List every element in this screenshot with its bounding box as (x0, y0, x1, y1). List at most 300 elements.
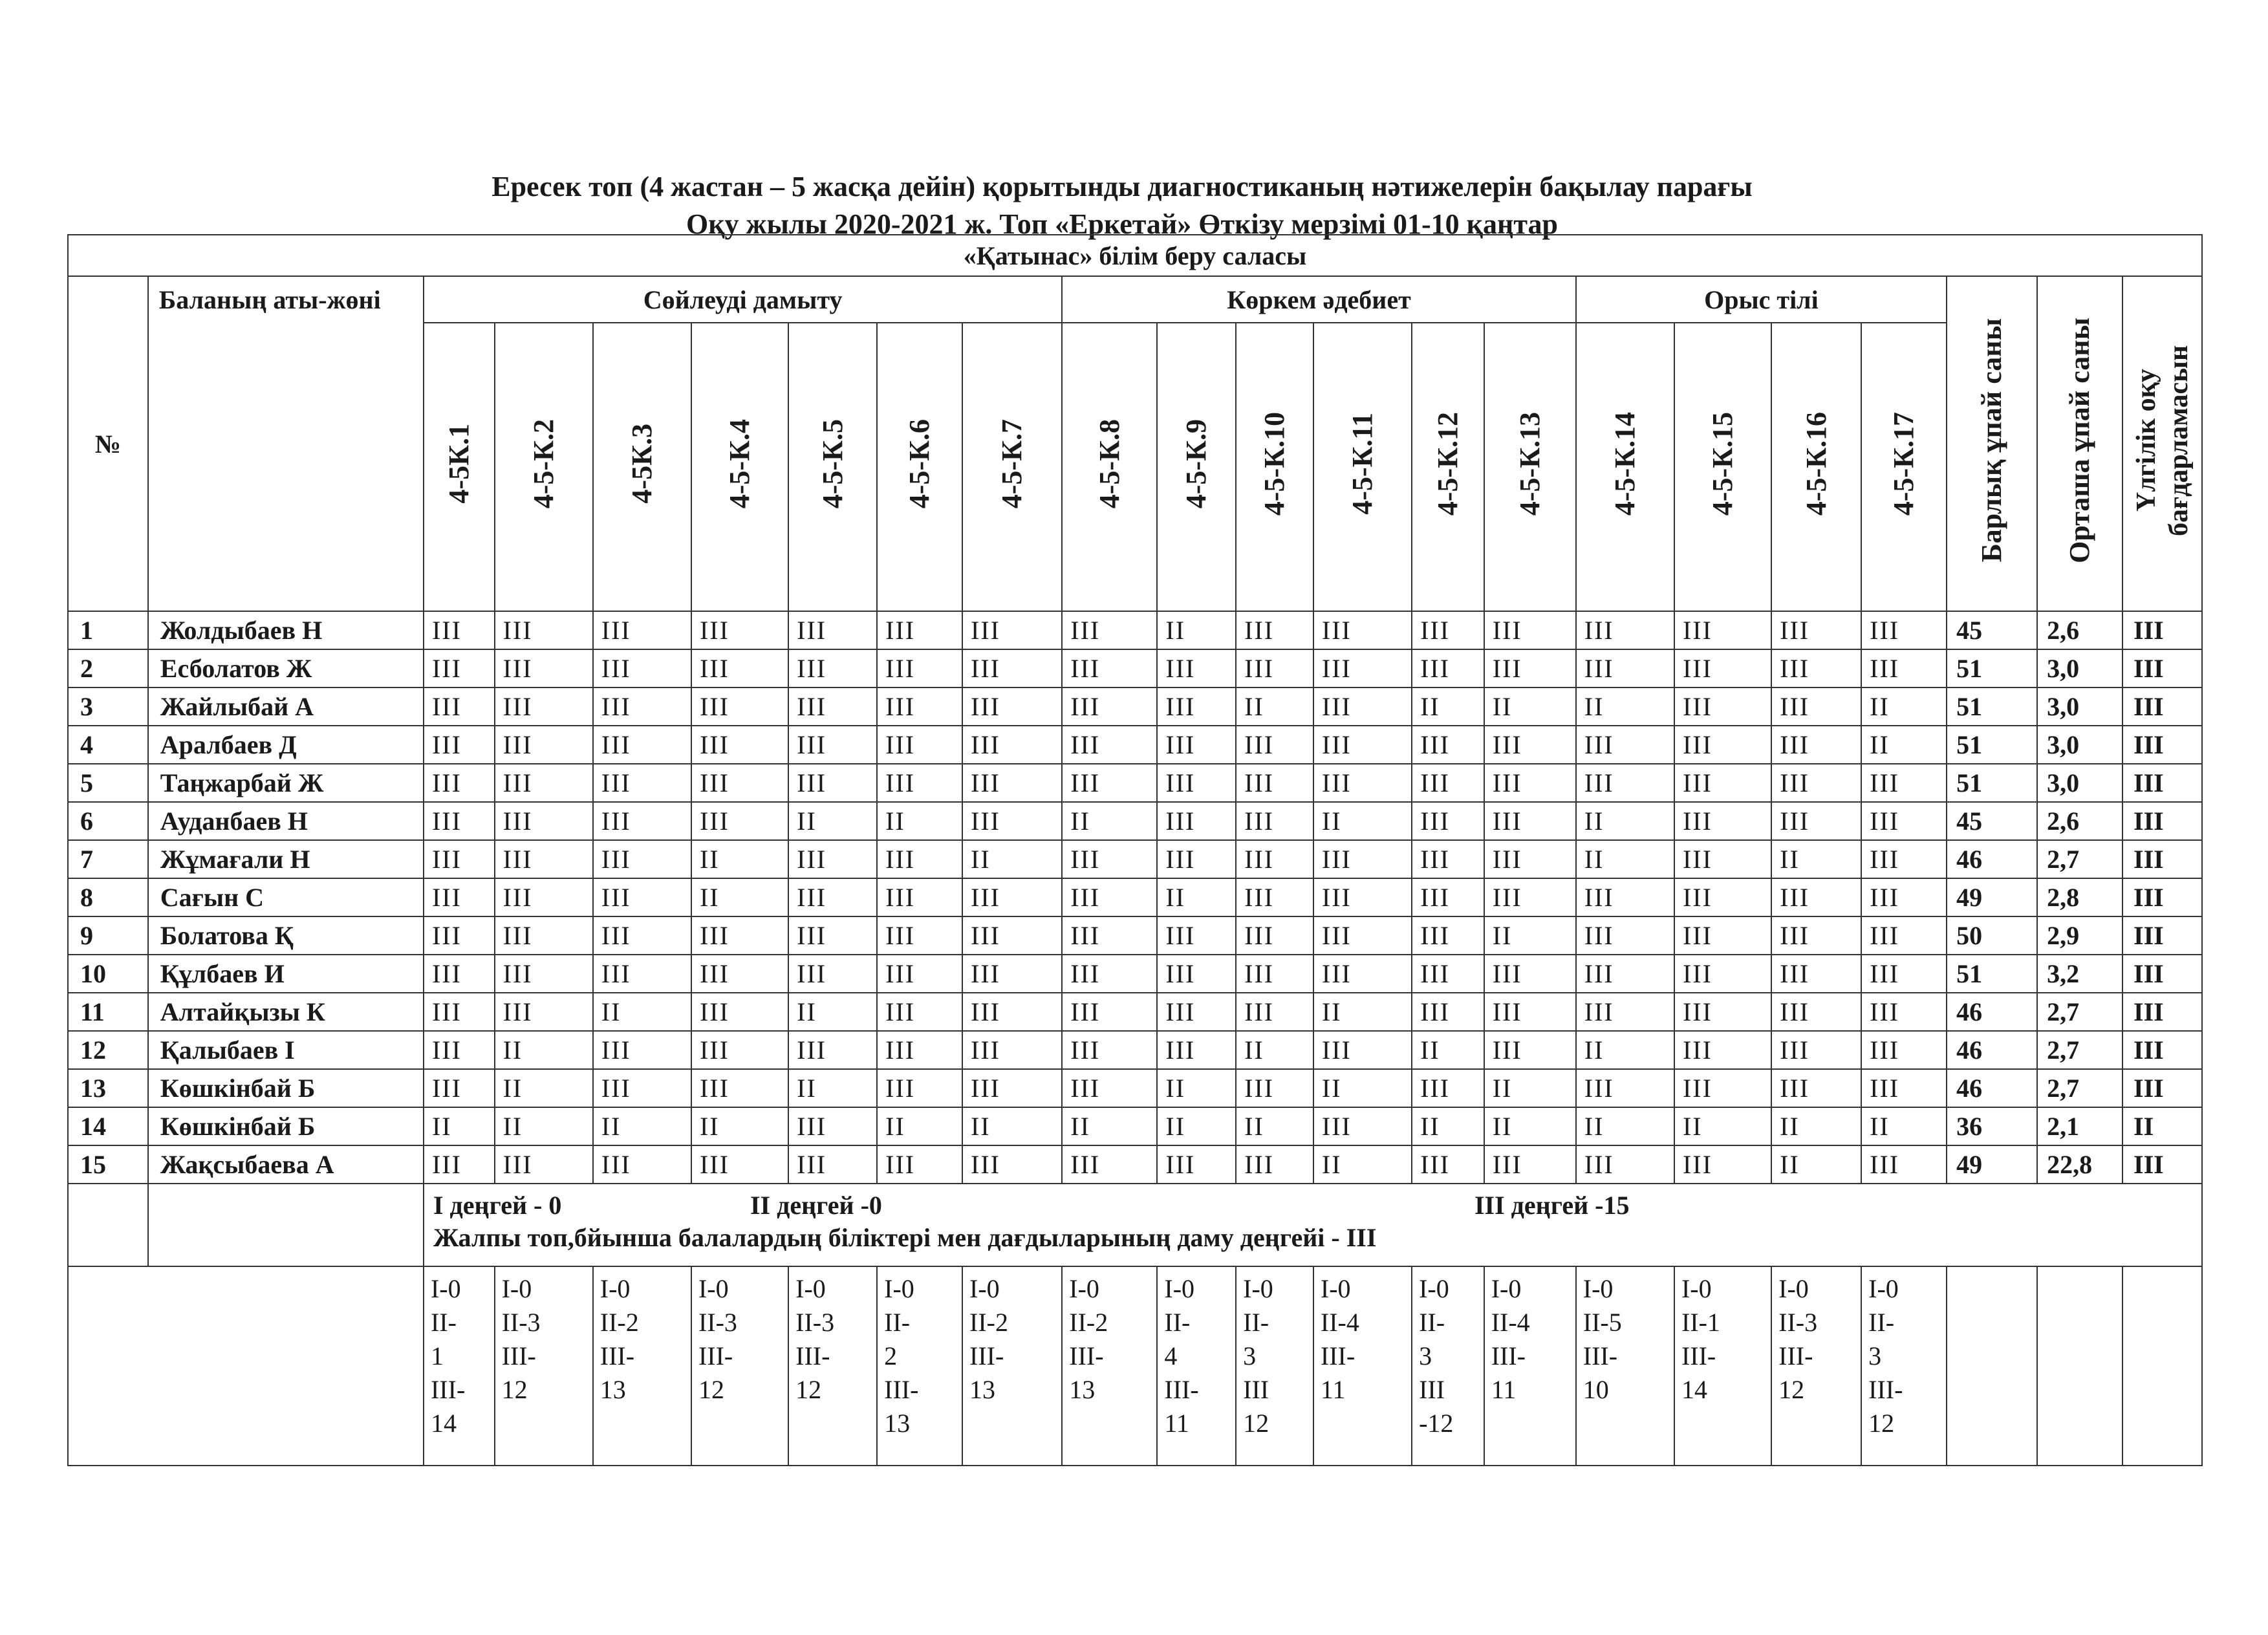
child-name: Көшкінбай Б (148, 1069, 424, 1107)
table-row (68, 726, 2202, 764)
level-cell: III (1771, 764, 1861, 802)
level-cell: III (1412, 726, 1484, 764)
level-cell: III (424, 611, 495, 649)
level-cell: III (1313, 726, 1412, 764)
level-cell: III (1412, 649, 1484, 688)
level-cell: III (788, 1145, 877, 1184)
level-cell: III (1412, 840, 1484, 878)
program-result: III (2122, 916, 2202, 955)
level-cell: III (1861, 1145, 1947, 1184)
level-count-cell: I-0 II- 3 III- 12 (1861, 1266, 1947, 1466)
level-1-count: І деңгей - 0 (433, 1191, 562, 1220)
table-row (68, 688, 2202, 726)
criterion-header: 4-5-К.5 (788, 323, 877, 611)
level-3-count: ІІІ деңгей -15 (1474, 1191, 1630, 1220)
level-cell: III (1412, 802, 1484, 840)
level-cell: III (1861, 840, 1947, 878)
level-cell: II (1157, 1069, 1236, 1107)
level-cell: II (495, 1031, 593, 1069)
level-cell: II (1313, 1069, 1412, 1107)
average-score: 3,0 (2037, 726, 2122, 764)
level-cell: III (593, 1145, 691, 1184)
level-cell: II (495, 1107, 593, 1145)
criterion-header: 4-5-К.14 (1576, 323, 1674, 611)
level-cell: III (1062, 1031, 1157, 1069)
child-name: Жұмағали Н (148, 840, 424, 878)
level-cell: III (1674, 916, 1771, 955)
total-score: 46 (1947, 1069, 2037, 1107)
level-cell: II (1236, 688, 1313, 726)
program-result: III (2122, 1069, 2202, 1107)
level-cell: III (1412, 764, 1484, 802)
level-cell: III (788, 878, 877, 916)
row-number: 1 (68, 611, 148, 649)
level-cell: III (962, 1031, 1062, 1069)
level-cell: II (1062, 802, 1157, 840)
level-cell: III (877, 1031, 962, 1069)
counts-empty (68, 1266, 424, 1466)
level-cell: III (1412, 1069, 1484, 1107)
table-row (68, 1145, 2202, 1184)
table-row (68, 993, 2202, 1031)
criterion-header: 4-5-К.9 (1157, 323, 1236, 611)
level-cell: II (1861, 726, 1947, 764)
level-cell: III (1484, 726, 1576, 764)
criterion-header: 4-5К.3 (593, 323, 691, 611)
total-score: 36 (1947, 1107, 2037, 1145)
level-cell: II (1771, 1107, 1861, 1145)
level-cell: III (1062, 993, 1157, 1031)
criterion-header: 4-5-К.12 (1412, 323, 1484, 611)
level-cell: III (1236, 649, 1313, 688)
title-line-1: Ересек топ (4 жастан – 5 жасқа дейін) қорытынды диагностиканың нәтижелерін бақылау парағы (491, 171, 1753, 202)
level-cell: III (1313, 916, 1412, 955)
level-cell: III (593, 726, 691, 764)
level-cell: III (1062, 955, 1157, 993)
level-cell: III (1062, 611, 1157, 649)
level-count-cell: I-0 II-3 III- 12 (495, 1266, 593, 1466)
results-table (67, 234, 2203, 1466)
level-cell: III (1236, 1145, 1313, 1184)
level-cell: III (962, 993, 1062, 1031)
level-cell: III (1236, 993, 1313, 1031)
level-cell: II (788, 802, 877, 840)
level-cell: III (1062, 1069, 1157, 1107)
level-cell: III (877, 1145, 962, 1184)
level-cell: II (1771, 1145, 1861, 1184)
level-cell: III (1157, 1145, 1236, 1184)
level-cell: III (691, 1069, 788, 1107)
level-cell: III (1157, 688, 1236, 726)
level-cell: III (424, 1145, 495, 1184)
level-cell: II (1412, 1031, 1484, 1069)
level-cell: III (593, 1069, 691, 1107)
average-score: 2,6 (2037, 611, 2122, 649)
level-cell: III (1157, 916, 1236, 955)
level-cell: III (1861, 955, 1947, 993)
level-cell: III (1062, 1145, 1157, 1184)
level-cell: III (1576, 955, 1674, 993)
level-cell: III (1771, 688, 1861, 726)
level-cell: III (1771, 611, 1861, 649)
program-result: III (2122, 611, 2202, 649)
level-cell: III (788, 955, 877, 993)
level-cell: III (495, 764, 593, 802)
level-count-cell: I-0 II- 1 III- 14 (424, 1266, 495, 1466)
program-result: III (2122, 802, 2202, 840)
average-score: 3,0 (2037, 649, 2122, 688)
level-cell: III (1771, 1031, 1861, 1069)
level-cell: III (1861, 1031, 1947, 1069)
level-cell: III (1412, 993, 1484, 1031)
table-row (68, 1031, 2202, 1069)
level-count-cell: I-0 II-5 III- 10 (1576, 1266, 1674, 1466)
row-number: 2 (68, 649, 148, 688)
level-cell: III (1484, 1145, 1576, 1184)
child-name: Жайлыбай А (148, 688, 424, 726)
level-cell: II (495, 1069, 593, 1107)
level-cell: III (424, 916, 495, 955)
level-cell: III (1771, 916, 1861, 955)
level-cell: III (495, 993, 593, 1031)
level-cell: III (1771, 955, 1861, 993)
level-cell: III (1236, 878, 1313, 916)
level-cell: III (788, 611, 877, 649)
level-cell: III (593, 764, 691, 802)
table-row (68, 611, 2202, 649)
program-result-header: Үлгілік оқу бағдарламасын (2122, 276, 2202, 611)
level-cell: III (1861, 764, 1947, 802)
level-cell: III (1674, 993, 1771, 1031)
level-cell: III (424, 649, 495, 688)
criterion-header: 4-5-К.7 (962, 323, 1062, 611)
level-cell: III (1157, 764, 1236, 802)
level-cell: III (962, 1145, 1062, 1184)
row-number: 9 (68, 916, 148, 955)
total-score: 45 (1947, 611, 2037, 649)
level-cell: II (788, 1069, 877, 1107)
level-cell: II (1313, 1145, 1412, 1184)
counts-row (68, 1266, 2202, 1466)
level-cell: III (1861, 649, 1947, 688)
level-count-cell: I-0 II-2 III- 13 (1062, 1266, 1157, 1466)
level-cell: III (1771, 878, 1861, 916)
level-cell: III (1157, 993, 1236, 1031)
level-count-cell: I-0 II- 3 III 12 (1236, 1266, 1313, 1466)
level-cell: III (1576, 1069, 1674, 1107)
total-score: 51 (1947, 688, 2037, 726)
level-cell: III (593, 878, 691, 916)
criterion-header: 4-5-К.15 (1674, 323, 1771, 611)
level-cell: III (593, 611, 691, 649)
total-score-header: Барлық ұпай саны (1947, 276, 2037, 611)
level-cell: II (1313, 993, 1412, 1031)
level-cell: III (1674, 611, 1771, 649)
level-cell: III (962, 726, 1062, 764)
level-cell: III (962, 878, 1062, 916)
average-score-header: Орташа ұпай саны (2037, 276, 2122, 611)
average-score: 3,0 (2037, 688, 2122, 726)
level-cell: III (1484, 802, 1576, 840)
level-summary-line (433, 1189, 2192, 1222)
total-score: 50 (1947, 916, 2037, 955)
level-cell: III (424, 1069, 495, 1107)
criterion-header: 4-5-К.4 (691, 323, 788, 611)
level-cell: III (593, 1031, 691, 1069)
level-cell: III (1412, 611, 1484, 649)
level-cell: III (1771, 802, 1861, 840)
level-cell: II (1576, 840, 1674, 878)
level-cell: III (1674, 1069, 1771, 1107)
level-cell: III (495, 1145, 593, 1184)
table-row (68, 916, 2202, 955)
level-cell: III (1412, 916, 1484, 955)
level-cell: II (691, 1107, 788, 1145)
level-cell: II (691, 840, 788, 878)
level-cell: III (1771, 649, 1861, 688)
level-cell: III (1576, 726, 1674, 764)
level-cell: III (1313, 955, 1412, 993)
table-row (68, 764, 2202, 802)
level-cell: III (1484, 955, 1576, 993)
level-cell: III (424, 726, 495, 764)
level-cell: III (1861, 916, 1947, 955)
level-cell: II (1674, 1107, 1771, 1145)
level-cell: III (593, 840, 691, 878)
level-cell: III (1484, 993, 1576, 1031)
level-cell: III (1236, 726, 1313, 764)
total-score: 45 (1947, 802, 2037, 840)
level-cell: III (593, 649, 691, 688)
level-cell: II (1576, 1031, 1674, 1069)
level-cell: III (495, 916, 593, 955)
level-cell: III (495, 955, 593, 993)
table-row (68, 878, 2202, 916)
level-cell: II (962, 1107, 1062, 1145)
level-cell: III (1861, 1069, 1947, 1107)
level-cell: III (1157, 649, 1236, 688)
child-name: Есболатов Ж (148, 649, 424, 688)
number-header: № (68, 276, 148, 611)
level-cell: II (1313, 802, 1412, 840)
program-result: III (2122, 993, 2202, 1031)
level-cell: III (962, 916, 1062, 955)
level-count-cell: I-0 II-3 III- 12 (691, 1266, 788, 1466)
level-cell: III (691, 764, 788, 802)
level-cell: III (1157, 1031, 1236, 1069)
level-cell: III (424, 688, 495, 726)
child-name: Аралбаев Д (148, 726, 424, 764)
average-score: 2,7 (2037, 1069, 2122, 1107)
level-cell: II (1484, 1107, 1576, 1145)
level-cell: III (1412, 878, 1484, 916)
program-result: III (2122, 764, 2202, 802)
level-cell: III (1236, 955, 1313, 993)
level-cell: III (1062, 726, 1157, 764)
page-title (0, 168, 2244, 243)
program-result: III (2122, 726, 2202, 764)
row-number: 3 (68, 688, 148, 726)
group-literature: Көркем әдебиет (1062, 276, 1576, 323)
level-cell: III (424, 1031, 495, 1069)
level-cell: III (1484, 1031, 1576, 1069)
total-score: 46 (1947, 840, 2037, 878)
level-cell: III (962, 764, 1062, 802)
level-cell: II (1157, 878, 1236, 916)
level-cell: II (877, 802, 962, 840)
level-cell: III (424, 802, 495, 840)
total-score: 49 (1947, 878, 2037, 916)
total-score: 51 (1947, 649, 2037, 688)
level-cell: II (788, 993, 877, 1031)
level-cell: III (495, 840, 593, 878)
level-cell: III (1771, 726, 1861, 764)
level-cell: III (593, 955, 691, 993)
level-cell: III (962, 802, 1062, 840)
level-cell: III (1157, 802, 1236, 840)
child-name: Құлбаев И (148, 955, 424, 993)
level-count-cell: I-0 II-3 III- 12 (1771, 1266, 1861, 1466)
level-count-cell: I-0 II- 4 III- 11 (1157, 1266, 1236, 1466)
level-cell: III (495, 802, 593, 840)
level-cell: III (1236, 611, 1313, 649)
table-row (68, 802, 2202, 840)
level-cell: III (788, 649, 877, 688)
level-cell: III (877, 840, 962, 878)
level-cell: III (962, 649, 1062, 688)
title-line-2: Оқу жылы 2020-2021 ж. Топ «Еркетай» Өткізу мерзімі 01-10 қаңтар (686, 208, 1558, 240)
level-cell: III (1861, 611, 1947, 649)
level-cell: III (495, 611, 593, 649)
summary-row (68, 1184, 2202, 1266)
total-score: 46 (1947, 993, 2037, 1031)
level-cell: III (495, 726, 593, 764)
level-cell: II (962, 840, 1062, 878)
level-cell: III (1576, 764, 1674, 802)
level-cell: III (1313, 878, 1412, 916)
level-cell: III (877, 916, 962, 955)
level-cell: III (691, 916, 788, 955)
level-count-cell: I-0 II-2 III- 13 (593, 1266, 691, 1466)
child-name: Жақсыбаева А (148, 1145, 424, 1184)
program-result: III (2122, 688, 2202, 726)
table-row (68, 1069, 2202, 1107)
total-score: 51 (1947, 955, 2037, 993)
level-cell: III (877, 611, 962, 649)
level-cell: III (1674, 649, 1771, 688)
level-cell: III (1484, 649, 1576, 688)
child-name: Жолдыбаев Н (148, 611, 424, 649)
level-cell: III (1576, 878, 1674, 916)
level-cell: III (1484, 840, 1576, 878)
level-cell: III (877, 649, 962, 688)
level-cell: II (593, 993, 691, 1031)
program-result: III (2122, 649, 2202, 688)
level-cell: II (1861, 1107, 1947, 1145)
average-score: 22,8 (2037, 1145, 2122, 1184)
level-count-cell: I-0 II-3 III- 12 (788, 1266, 877, 1466)
program-result: III (2122, 955, 2202, 993)
level-cell: III (1861, 878, 1947, 916)
level-cell: II (1236, 1107, 1313, 1145)
level-cell: III (691, 955, 788, 993)
child-name: Таңжарбай Ж (148, 764, 424, 802)
level-cell: III (691, 802, 788, 840)
row-number: 11 (68, 993, 148, 1031)
level-cell: III (1674, 802, 1771, 840)
level-cell: III (691, 611, 788, 649)
group-russian-language: Орыс тілі (1576, 276, 1947, 323)
level-cell: III (1861, 802, 1947, 840)
level-cell: III (877, 764, 962, 802)
education-area-title: «Қатынас» білім беру саласы (68, 235, 2202, 276)
level-cell: II (691, 878, 788, 916)
level-cell: III (1062, 878, 1157, 916)
level-cell: III (1313, 1107, 1412, 1145)
level-cell: III (424, 840, 495, 878)
level-cell: III (1062, 649, 1157, 688)
level-cell: II (1576, 1107, 1674, 1145)
level-cell: III (1062, 916, 1157, 955)
level-cell: III (1157, 726, 1236, 764)
level-cell: III (691, 1031, 788, 1069)
level-cell: III (877, 1069, 962, 1107)
level-cell: III (1062, 764, 1157, 802)
total-score: 51 (1947, 726, 2037, 764)
level-cell: III (1674, 955, 1771, 993)
level-cell: III (1313, 649, 1412, 688)
table-row (68, 955, 2202, 993)
level-cell: III (962, 1069, 1062, 1107)
level-cell: III (1062, 688, 1157, 726)
average-score: 2,8 (2037, 878, 2122, 916)
level-cell: III (877, 993, 962, 1031)
level-cell: III (788, 1107, 877, 1145)
overall-level-line: Жалпы топ,бйынша балалардың біліктері мен дағдыларының даму деңгейі - ІІІ (433, 1223, 1377, 1252)
level-cell: III (788, 916, 877, 955)
table-row (68, 1107, 2202, 1145)
level-cell: III (1674, 1145, 1771, 1184)
level-cell: III (1484, 764, 1576, 802)
level-cell: III (495, 878, 593, 916)
total-score: 49 (1947, 1145, 2037, 1184)
level-count-cell: I-0 II-2 III- 13 (962, 1266, 1062, 1466)
average-score: 2,6 (2037, 802, 2122, 840)
group-speech-development: Сөйлеуді дамыту (424, 276, 1062, 323)
level-cell: III (424, 878, 495, 916)
level-cell: II (1771, 840, 1861, 878)
level-cell: III (1236, 764, 1313, 802)
level-cell: III (877, 955, 962, 993)
summary-empty-name (148, 1184, 424, 1266)
average-score: 2,9 (2037, 916, 2122, 955)
level-count-cell: I-0 II- 3 III -12 (1412, 1266, 1484, 1466)
level-cell: III (1674, 840, 1771, 878)
level-cell: III (1674, 688, 1771, 726)
level-cell: II (1062, 1107, 1157, 1145)
level-cell: III (691, 688, 788, 726)
level-cell: III (424, 764, 495, 802)
level-cell: III (1236, 802, 1313, 840)
level-cell: III (424, 955, 495, 993)
level-cell: III (691, 993, 788, 1031)
level-cell: II (1484, 916, 1576, 955)
criterion-header: 4-5-К.16 (1771, 323, 1861, 611)
row-number: 6 (68, 802, 148, 840)
level-cell: III (1576, 611, 1674, 649)
row-number: 12 (68, 1031, 148, 1069)
level-cell: II (1157, 611, 1236, 649)
